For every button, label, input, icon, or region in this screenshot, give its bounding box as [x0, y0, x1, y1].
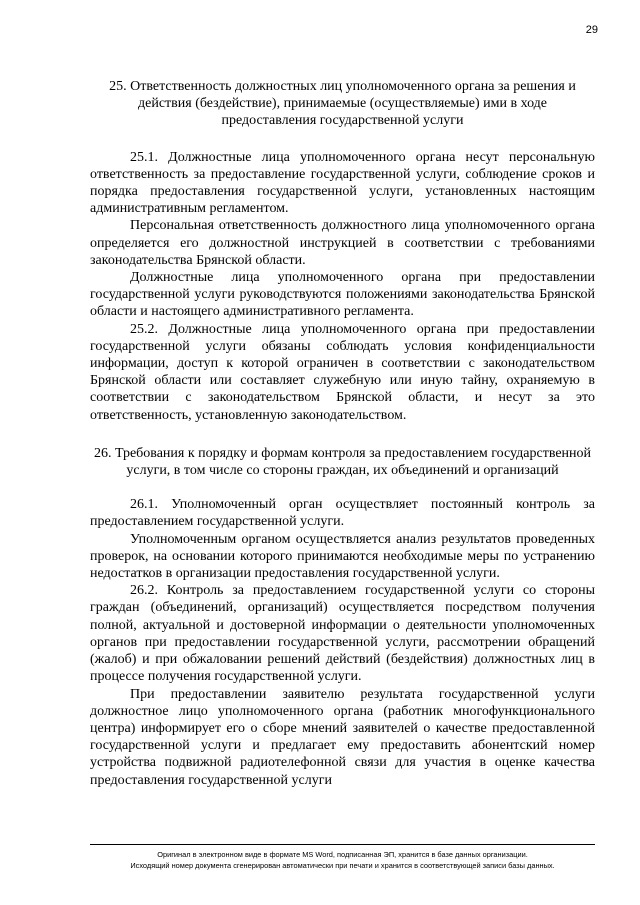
paragraph-26-2: 26.2. Контроль за предоставлением государственной услуги со стороны граждан (объединений, организаций) осуществляется посредством получения полной, актуальной и достоверной информации о деятельности уполномоченных органов при предоставлении государственной услуги, рассмотрении обращений (жалоб) и при обжаловании решений действий (бездействия) должностных лиц в процессе получения государственной услуги. — [90, 583, 595, 685]
paragraph-25-2: 25.2. Должностные лица уполномоченного органа при предоставлении государственной услуги обязаны соблюдать условия конфиденциальности информации, доступ к которой ограничен в соответствии с законодательством Брянской области или составляет служебную или иную тайну, охраняемую в соответствии с законодательством Брянской области, и несут за это ответственность, установленную законодательством. — [90, 321, 595, 423]
footer-line-2: Исходящий номер документа сгенерирован автоматически при печати и хранится в соответствующей записи базы данных. — [130, 861, 555, 870]
paragraph-26-analysis: Уполномоченным органом осуществляется анализ результатов проведенных проверок, на основании которого принимаются необходимые меры по устранению недостатков в организации предоставления государственной услуги. — [90, 531, 595, 582]
footer — [70, 849, 615, 871]
section-25-heading: 25. Ответственность должностных лиц уполномоченного органа за решения и действия (бездействие), принимаемые (осуществляемые) ими в ходе предоставления государственной услуги — [109, 79, 576, 129]
paragraph-25-personal-responsibility: Персональная ответственность должностного лица уполномоченного органа определяется его должностной инструкцией в соответствии с требованиями законодательства Брянской области. — [90, 218, 595, 268]
paragraph-26-feedback: При предоставлении заявителю результата государственной услуги должностное лицо уполномоченного органа (работник многофункционального центра) информирует его о сборе мнений заявителей о качестве предоставленной государственной услуги и предлагает ему предоставить абонентский номер устройства подвижной радиотелефонной связи для участия в оценке качества предоставления государственной услуги — [90, 686, 595, 788]
paragraph-25-legislation: Должностные лица уполномоченного органа при предоставлении государственной услуги руководствуются положениями законодательства Брянской области и настоящего административного регламента. — [90, 270, 595, 320]
paragraph-25-1: 25.1. Должностные лица уполномоченного органа несут персональную ответственность за предоставление государственной услуги, соблюдение сроков и порядка предоставления государственной услуги, установленных настоящим административным регламентом. — [90, 149, 595, 217]
footer-line-1: Оригинал в электронном виде в формате MS Word, подписанная ЭП, хранится в базе данных организации. — [157, 850, 528, 859]
page-number: 29 — [585, 24, 598, 36]
document-body — [90, 78, 595, 789]
paragraph-26-1: 26.1. Уполномоченный орган осуществляет постоянный контроль за предоставлением государственной услуги. — [90, 497, 595, 530]
section-26-heading: 26. Требования к порядку и формам контроля за предоставлением государственной услуги, в том числе со стороны граждан, их объединений и организаций — [93, 445, 592, 479]
footer-divider — [90, 844, 595, 845]
